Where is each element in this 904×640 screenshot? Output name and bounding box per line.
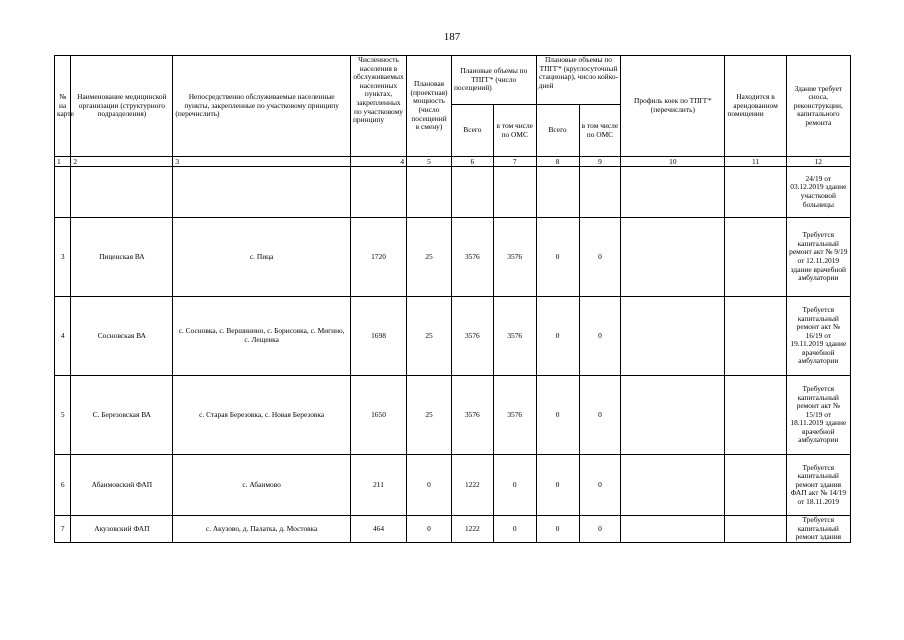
cell-num: 5 xyxy=(55,376,71,455)
cell-bed-profile xyxy=(621,218,725,297)
cell-num: 3 xyxy=(55,218,71,297)
header-bed-profile: Профиль коек по ТПГГ* (перечислить) xyxy=(621,56,725,157)
column-index-row xyxy=(55,157,851,167)
header-capacity: Плановая (проектная) мощность (число посещений в смену) xyxy=(407,56,452,157)
cell-rented xyxy=(725,516,786,543)
header-beds-total: Всего xyxy=(536,105,579,157)
cell-beds-total: 0 xyxy=(536,455,579,516)
cell-settlements: с. Акузово, д. Палатка, д. Мостовка xyxy=(173,516,351,543)
cell-bed-profile xyxy=(621,455,725,516)
header-beds-oms: в том числе по ОМС xyxy=(579,105,621,157)
cell-org: Абаимовский ФАП xyxy=(71,455,173,516)
cell-org xyxy=(71,167,173,218)
cell-beds-oms xyxy=(579,167,621,218)
cell-repair-note: 24/19 от 03.12.2019 здание участковой больницы xyxy=(786,167,850,218)
column-index: 1 xyxy=(55,157,71,167)
header-planned-beds: Плановые объемы по ТПГГ* (круглосуточный стационар), число койко-дней xyxy=(536,56,621,105)
cell-org: Сосновская ВА xyxy=(71,297,173,376)
header-org: Наименование медицинской организации (структурного подразделения) xyxy=(71,56,173,157)
cell-num xyxy=(55,167,71,218)
cell-org: С. Березовская ВА xyxy=(71,376,173,455)
cell-visits-total xyxy=(451,167,493,218)
cell-population xyxy=(350,167,406,218)
cell-beds-total xyxy=(536,167,579,218)
cell-visits-oms: 3576 xyxy=(493,297,536,376)
cell-visits-total: 1222 xyxy=(451,516,493,543)
header-planned-visits: Плановые объемы по ТПГГ* (число посещений) xyxy=(451,56,536,105)
cell-rented xyxy=(725,376,786,455)
cell-population: 464 xyxy=(350,516,406,543)
cell-capacity xyxy=(407,167,452,218)
header-num: № на карте xyxy=(55,56,71,157)
cell-beds-oms: 0 xyxy=(579,297,621,376)
column-index: 9 xyxy=(579,157,621,167)
cell-rented xyxy=(725,455,786,516)
column-index: 6 xyxy=(451,157,493,167)
table-row xyxy=(55,297,851,376)
table-row xyxy=(55,455,851,516)
table-row xyxy=(55,167,851,218)
cell-beds-oms: 0 xyxy=(579,218,621,297)
cell-beds-total: 0 xyxy=(536,516,579,543)
cell-bed-profile xyxy=(621,167,725,218)
cell-num: 7 xyxy=(55,516,71,543)
cell-bed-profile xyxy=(621,516,725,543)
column-index: 11 xyxy=(725,157,786,167)
cell-beds-total: 0 xyxy=(536,297,579,376)
cell-visits-total: 1222 xyxy=(451,455,493,516)
column-index: 2 xyxy=(71,157,173,167)
column-index: 7 xyxy=(493,157,536,167)
cell-visits-oms: 0 xyxy=(493,455,536,516)
cell-rented xyxy=(725,297,786,376)
column-index: 5 xyxy=(407,157,452,167)
cell-population: 1650 xyxy=(350,376,406,455)
cell-settlements: с. Сосновка, с. Вершинино, с. Борисовка, с. Мигино, с. Лещевка xyxy=(173,297,351,376)
cell-rented xyxy=(725,167,786,218)
cell-beds-oms: 0 xyxy=(579,516,621,543)
cell-org: Акузовский ФАП xyxy=(71,516,173,543)
cell-num: 6 xyxy=(55,455,71,516)
cell-visits-oms xyxy=(493,167,536,218)
cell-num: 4 xyxy=(55,297,71,376)
cell-capacity: 0 xyxy=(407,455,452,516)
cell-repair-note: Требуется капитальный ремонт акт № 16/19 от 19.11.2019 здание врачебной амбулатории xyxy=(786,297,850,376)
cell-org: Пиценская ВА xyxy=(71,218,173,297)
header-visits-total: Всего xyxy=(451,105,493,157)
cell-visits-total: 3576 xyxy=(451,297,493,376)
cell-repair-note: Требуется капитальный ремонт акт № 9/19 от 12.11.2019 здание врачебной амбулатории xyxy=(786,218,850,297)
column-index: 4 xyxy=(350,157,406,167)
header-repair: Здание требует сноса, реконструкции, капитального ремонта xyxy=(786,56,850,157)
cell-capacity: 25 xyxy=(407,218,452,297)
cell-settlements: с. Старая Березовка, с. Новая Березовка xyxy=(173,376,351,455)
table-row xyxy=(55,376,851,455)
cell-beds-total: 0 xyxy=(536,218,579,297)
cell-capacity: 25 xyxy=(407,376,452,455)
cell-visits-total: 3576 xyxy=(451,376,493,455)
cell-bed-profile xyxy=(621,376,725,455)
cell-capacity: 25 xyxy=(407,297,452,376)
cell-visits-oms: 0 xyxy=(493,516,536,543)
table-row xyxy=(55,218,851,297)
cell-beds-total: 0 xyxy=(536,376,579,455)
column-index: 10 xyxy=(621,157,725,167)
header-settlements: Непосредственно обслуживаемые населенные пункты, закрепленные по участковому принципу (перечислить) xyxy=(173,56,351,157)
header-visits-oms: в том числе по ОМС xyxy=(493,105,536,157)
page-number: 187 xyxy=(443,31,461,43)
cell-visits-oms: 3576 xyxy=(493,218,536,297)
cell-bed-profile xyxy=(621,297,725,376)
cell-population: 211 xyxy=(350,455,406,516)
table-row xyxy=(55,516,851,543)
cell-beds-oms: 0 xyxy=(579,455,621,516)
facilities-table xyxy=(54,55,851,543)
cell-settlements: с. Абаимово xyxy=(173,455,351,516)
column-index: 8 xyxy=(536,157,579,167)
cell-visits-total: 3576 xyxy=(451,218,493,297)
cell-settlements: с. Пица xyxy=(173,218,351,297)
cell-repair-note: Требуется капитальный ремонт здания xyxy=(786,516,850,543)
cell-capacity: 0 xyxy=(407,516,452,543)
header-rented: Находится в арендованном помещении xyxy=(725,56,786,157)
column-index: 12 xyxy=(786,157,850,167)
cell-repair-note: Требуется капитальный ремонт акт № 15/19 от 18.11.2019 здание врачебной амбулатории xyxy=(786,376,850,455)
column-index: 3 xyxy=(173,157,351,167)
cell-beds-oms: 0 xyxy=(579,376,621,455)
cell-visits-oms: 3576 xyxy=(493,376,536,455)
cell-rented xyxy=(725,218,786,297)
cell-repair-note: Требуется капитальный ремонт здания ФАП акт № 14/19 от 18.11.2019 xyxy=(786,455,850,516)
cell-population: 1698 xyxy=(350,297,406,376)
header-population: Численность населения в обслуживаемых населенных пунктах, закрепленных по участковому принципу xyxy=(350,56,406,157)
cell-population: 1720 xyxy=(350,218,406,297)
cell-settlements xyxy=(173,167,351,218)
